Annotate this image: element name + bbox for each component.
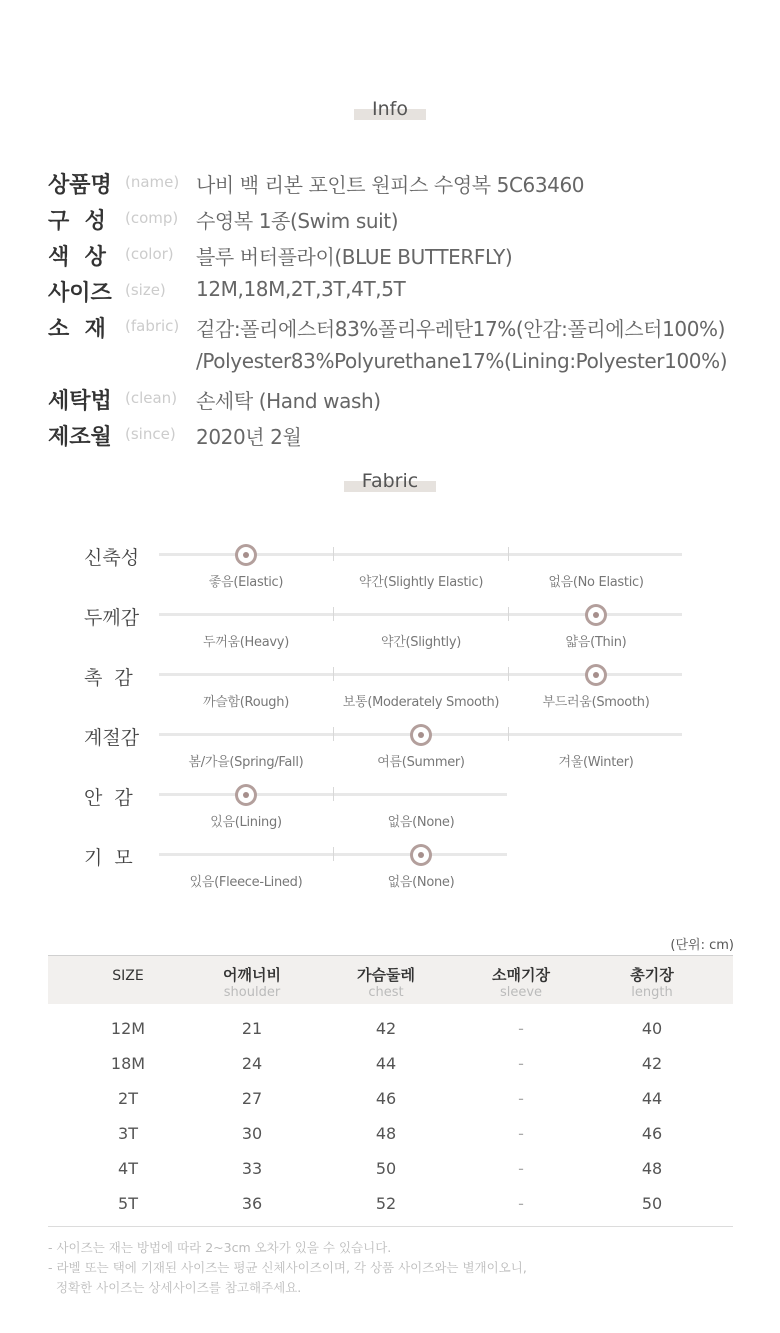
info-value: 12M,18M,2T,3T,4T,5T: [196, 277, 406, 301]
fabric-option: 있음(Fleece-Lined): [189, 875, 303, 890]
table-cell: 36: [241, 1194, 263, 1213]
fabric-row-label: 계절감: [84, 727, 140, 749]
table-cell: 46: [375, 1089, 397, 1108]
fabric-selected-marker: [235, 784, 257, 806]
info-row: [48, 420, 778, 454]
size-table-header-cell: [592, 964, 712, 1000]
fabric-option: 없음(None): [387, 815, 455, 830]
fabric-option: 없음(None): [387, 875, 455, 890]
fabric-option: 없음(No Elastic): [548, 575, 644, 590]
info-key: 색 상: [48, 245, 106, 270]
table-cell: 44: [641, 1089, 663, 1108]
header-english: shoulder: [223, 985, 281, 1000]
table-cell: 33: [241, 1159, 263, 1178]
table-cell: 46: [641, 1124, 663, 1143]
table-row: [48, 1124, 733, 1159]
header-korean: 소매기장: [492, 966, 550, 984]
table-cell: -: [518, 1019, 524, 1038]
note-line: - 라벨 또는 택에 기재된 사이즈는 평균 신체사이즈이며, 각 상품 사이즈와는 별개이오니,: [48, 1260, 527, 1275]
table-bottom-divider: [48, 1226, 733, 1227]
table-cell: -: [518, 1054, 524, 1073]
fabric-selected-marker: [410, 844, 432, 866]
table-cell: 44: [375, 1054, 397, 1073]
fabric-scale-tick: [508, 727, 509, 741]
info-key-english: (color): [125, 245, 174, 263]
fabric-option: 보통(Moderately Smooth): [342, 695, 500, 710]
info-key-english: (name): [125, 173, 180, 191]
size-unit: (단위: cm): [670, 938, 734, 953]
note-line: - 사이즈는 재는 방법에 따라 2~3cm 오차가 있을 수 있습니다.: [48, 1240, 392, 1255]
info-row: [48, 312, 778, 373]
fabric-scale-tick: [508, 607, 509, 621]
fabric-option: 까슬함(Rough): [203, 695, 289, 710]
table-cell: 40: [641, 1019, 663, 1038]
info-value: 블루 버터플라이(BLUE BUTTERFLY): [196, 245, 513, 269]
fabric-row-label: 두께감: [84, 607, 140, 629]
fabric-selected-marker: [235, 544, 257, 566]
fabric-scale-tick: [333, 607, 334, 621]
size-table-header-cell: [192, 964, 312, 1000]
table-cell: 18M: [110, 1054, 146, 1073]
table-cell: 12M: [110, 1019, 146, 1038]
info-row: [48, 168, 778, 202]
fabric-scale-tick: [508, 667, 509, 681]
header-korean: 어깨너비: [223, 966, 281, 984]
table-row: [48, 1159, 733, 1194]
info-value: 수영복 1종(Swim suit): [196, 209, 399, 233]
fabric-selected-marker: [585, 604, 607, 626]
info-row: [48, 204, 778, 238]
table-row: [48, 1054, 733, 1089]
fabric-option: 얇음(Thin): [565, 635, 627, 650]
fabric-section-title: [0, 469, 780, 493]
table-cell: 48: [641, 1159, 663, 1178]
fabric-option: 좋음(Elastic): [208, 575, 284, 590]
fabric-option: 봄/가을(Spring/Fall): [188, 755, 304, 770]
fabric-option: 겨울(Winter): [558, 755, 634, 770]
fabric-title-text: Fabric: [361, 470, 419, 492]
fabric-option: 여름(Summer): [377, 755, 465, 770]
info-section-title: [0, 97, 780, 121]
table-cell: 27: [241, 1089, 263, 1108]
info-key: 세탁법: [48, 389, 112, 414]
info-key-english: (comp): [125, 209, 179, 227]
table-cell: -: [518, 1124, 524, 1143]
fabric-scale-tick: [333, 847, 334, 861]
size-table-header-cell: [68, 968, 188, 984]
table-cell: 21: [241, 1019, 263, 1038]
table-cell: 24: [241, 1054, 263, 1073]
info-key-english: (size): [125, 281, 166, 299]
size-table-header: [48, 955, 733, 1004]
info-value: 나비 백 리본 포인트 원피스 수영복 5C63460: [196, 173, 585, 197]
size-table-header-cell: [461, 964, 581, 1000]
table-cell: 5T: [118, 1194, 138, 1213]
table-row: [48, 1089, 733, 1124]
fabric-scale-tick: [333, 787, 334, 801]
info-key: 제조월: [48, 425, 112, 450]
table-cell: 50: [375, 1159, 397, 1178]
fabric-selected-marker: [410, 724, 432, 746]
table-cell: 42: [641, 1054, 663, 1073]
fabric-option: 약간(Slightly): [380, 635, 462, 650]
info-key-english: (clean): [125, 389, 178, 407]
table-cell: -: [518, 1194, 524, 1213]
fabric-scale-tick: [333, 667, 334, 681]
info-key-english: (since): [125, 425, 176, 443]
fabric-option: 약간(Slightly Elastic): [358, 575, 484, 590]
table-row: [48, 1194, 733, 1229]
info-key-english: (fabric): [125, 317, 180, 335]
info-row: [48, 276, 778, 310]
table-cell: 42: [375, 1019, 397, 1038]
fabric-scale-tick: [333, 547, 334, 561]
note-line: 정확한 사이즈는 상세사이즈를 참고해주세요.: [48, 1280, 302, 1295]
info-value-line2: /Polyester83%Polyurethane17%(Lining:Polyester100%): [196, 349, 728, 373]
table-cell: 3T: [118, 1124, 138, 1143]
info-row: [48, 240, 778, 274]
table-cell: 50: [641, 1194, 663, 1213]
info-row: [48, 384, 778, 418]
table-cell: 52: [375, 1194, 397, 1213]
fabric-scale-tick: [333, 727, 334, 741]
header-korean: SIZE: [112, 968, 144, 984]
info-value: 2020년 2월: [196, 425, 302, 449]
info-key: 상품명: [48, 173, 112, 198]
fabric-option: 두꺼움(Heavy): [203, 635, 289, 650]
info-key: 소 재: [48, 317, 106, 342]
fabric-row-label: 기 모: [84, 847, 133, 869]
size-notes: [48, 1238, 527, 1298]
fabric-scale-tick: [508, 547, 509, 561]
info-key: 구 성: [48, 209, 106, 234]
table-row: [48, 1019, 733, 1054]
fabric-row: [0, 847, 780, 913]
header-english: chest: [368, 985, 404, 1000]
fabric-option: 있음(Lining): [210, 815, 282, 830]
table-cell: 4T: [118, 1159, 138, 1178]
table-cell: 48: [375, 1124, 397, 1143]
table-cell: 30: [241, 1124, 263, 1143]
fabric-row-label: 촉 감: [84, 667, 133, 689]
size-table-header-cell: [326, 964, 446, 1000]
info-key: 사이즈: [48, 281, 112, 306]
table-cell: -: [518, 1159, 524, 1178]
header-korean: 총기장: [630, 966, 674, 984]
table-cell: -: [518, 1089, 524, 1108]
info-value: 겉감:폴리에스터83%폴리우레탄17%(안감:폴리에스터100%): [196, 317, 726, 341]
fabric-selected-marker: [585, 664, 607, 686]
fabric-row-label: 안 감: [84, 787, 133, 809]
header-korean: 가슴둘레: [357, 966, 415, 984]
header-english: length: [631, 985, 673, 1000]
fabric-row-label: 신축성: [84, 547, 140, 569]
header-english: sleeve: [499, 985, 543, 1000]
fabric-option: 부드러움(Smooth): [542, 695, 650, 710]
info-value: 손세탁 (Hand wash): [196, 389, 381, 413]
table-cell: 2T: [118, 1089, 138, 1108]
info-title-text: Info: [372, 98, 408, 120]
